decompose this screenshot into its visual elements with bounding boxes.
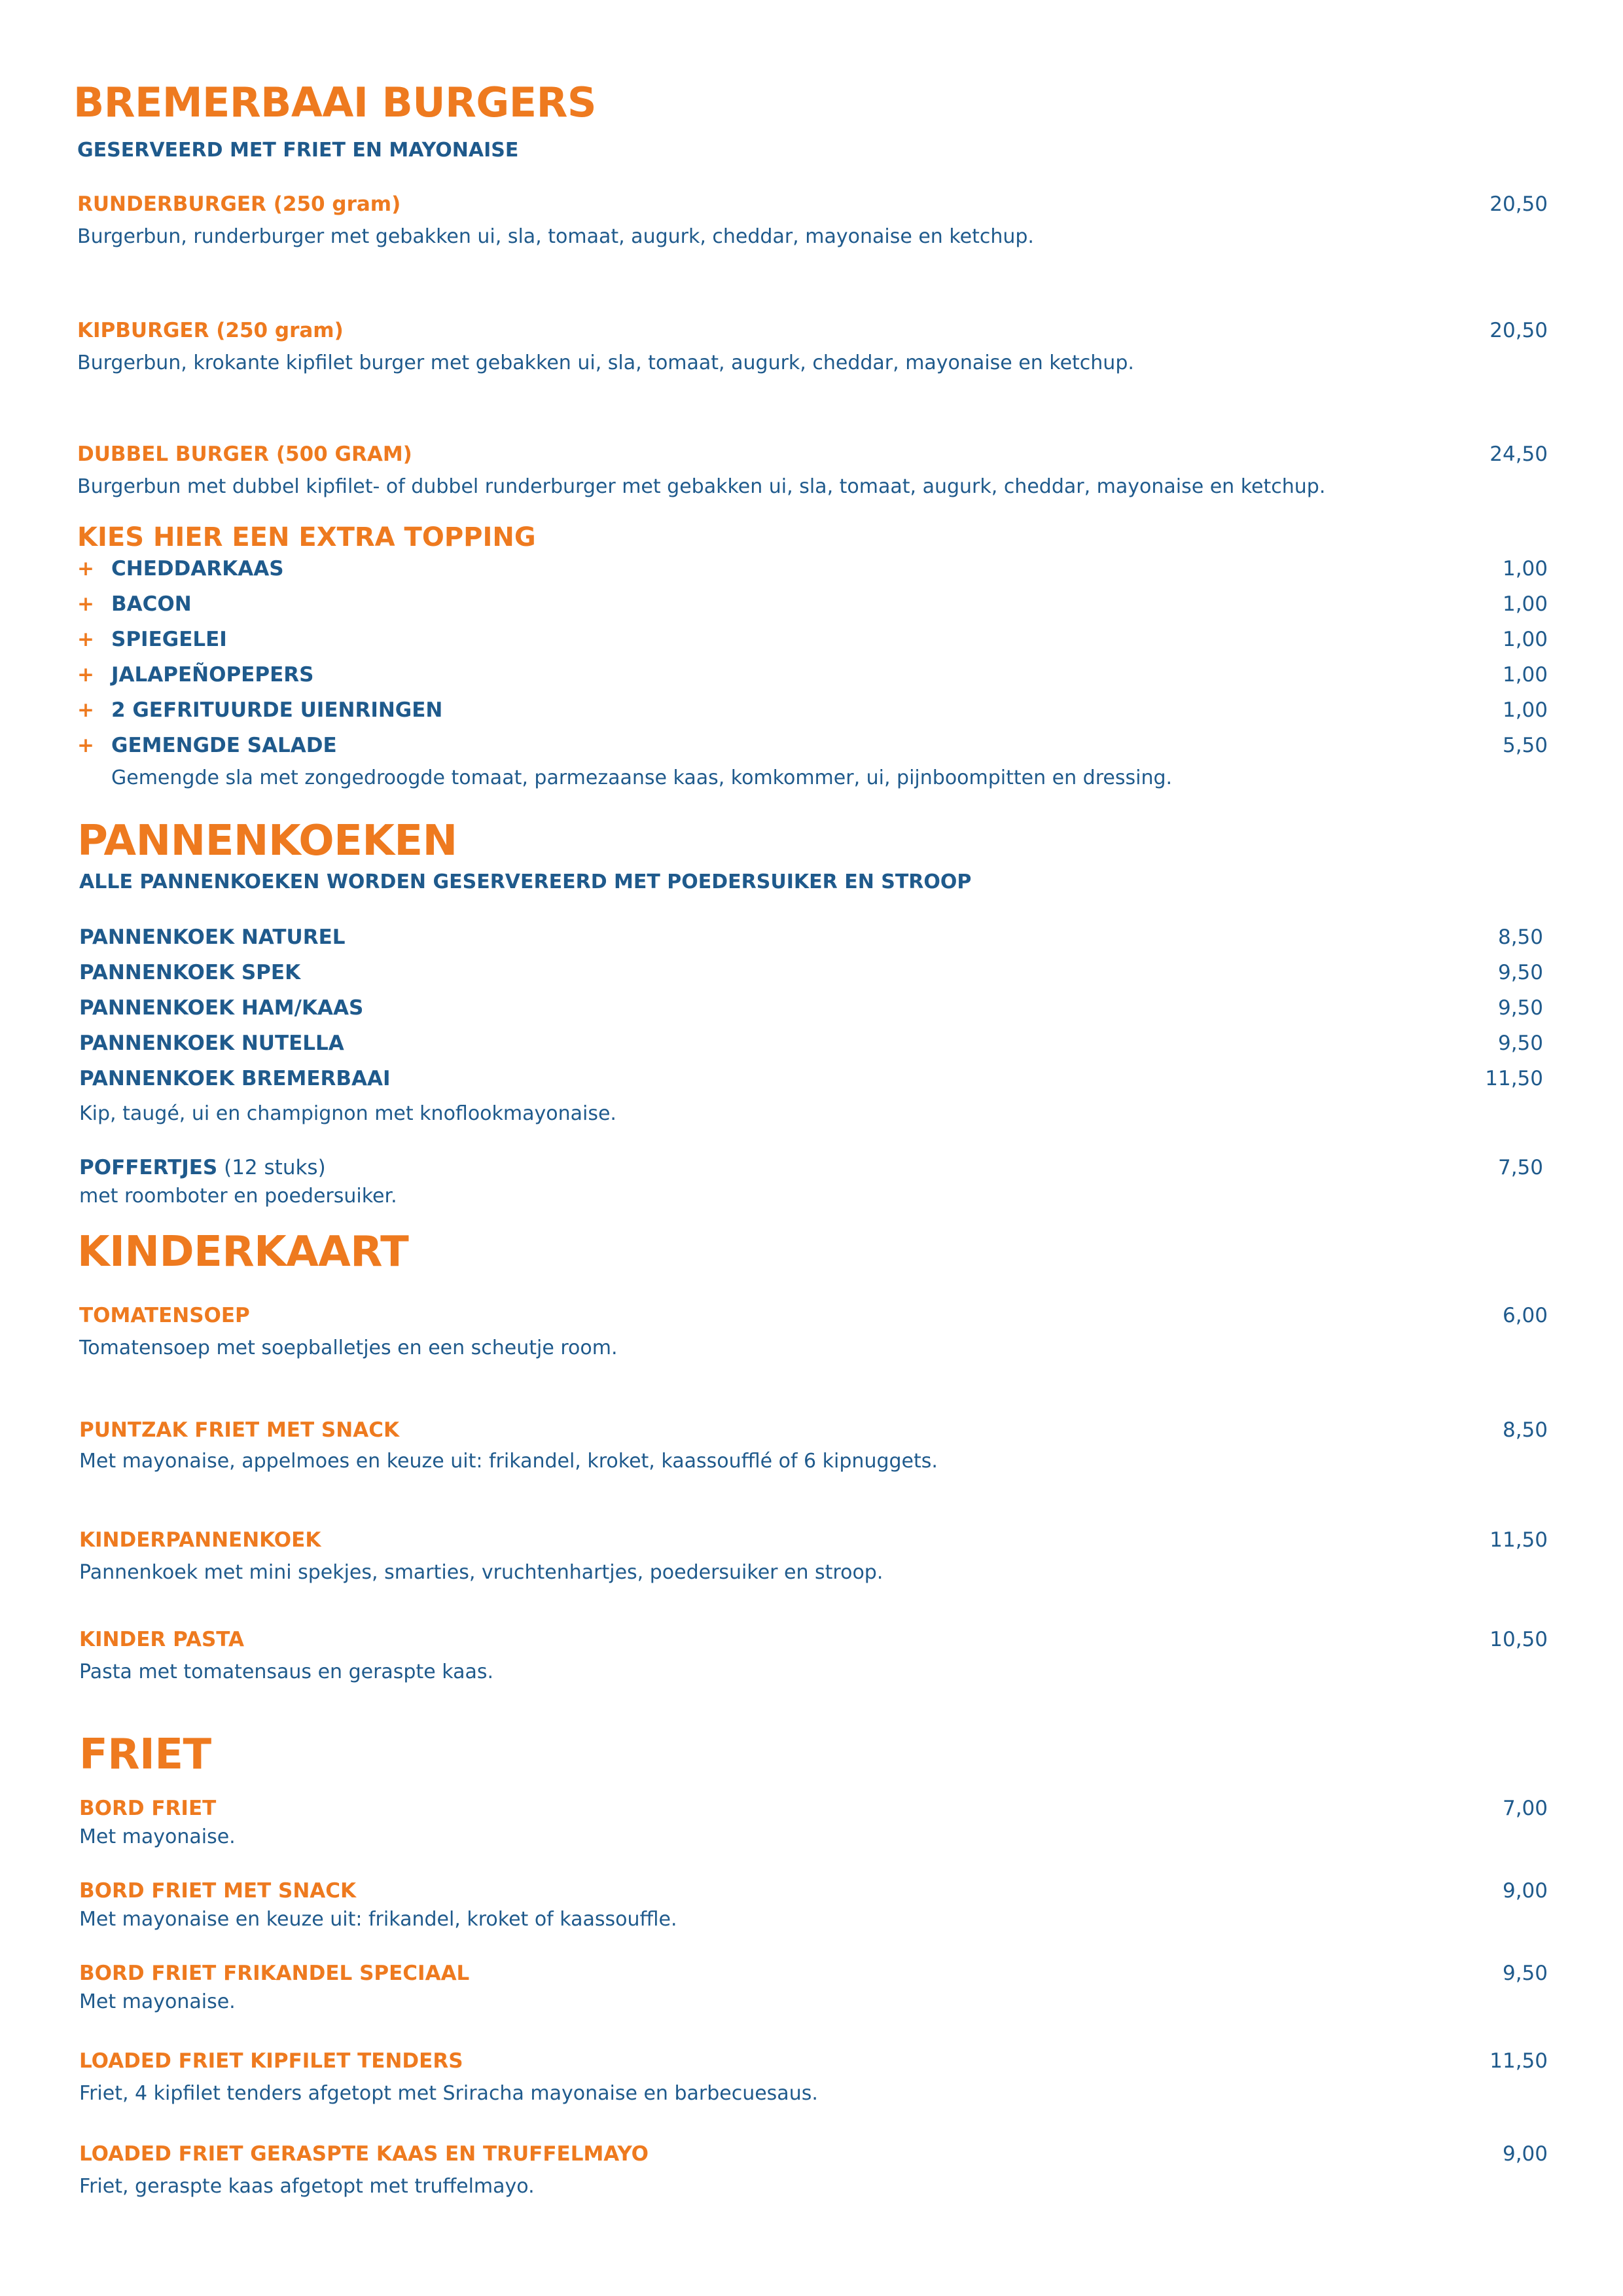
menu-item-quantity: (12 stuks) <box>217 1156 326 1179</box>
menu-item-price: 11,50 <box>1485 1067 1543 1090</box>
menu-item-description: Met mayonaise en keuze uit: frikandel, kroket of kaassouffle. <box>79 1908 677 1931</box>
menu-item-description: Met mayonaise. <box>79 1990 236 2013</box>
menu-item-price: 20,50 <box>1489 192 1548 216</box>
menu-item-name: PANNENKOEK BREMERBAAI <box>79 1067 391 1090</box>
plus-icon: + <box>77 663 94 687</box>
menu-item-price: 9,00 <box>1502 2142 1548 2166</box>
plus-icon: + <box>77 557 94 581</box>
plus-icon: + <box>77 628 94 651</box>
plus-icon: + <box>77 592 94 616</box>
menu-item-price: 20,50 <box>1489 319 1548 342</box>
menu-item-name: KIPBURGER (250 gram) <box>77 319 344 342</box>
menu-item-name: POFFERTJES <box>79 1156 218 1179</box>
menu-item-description: Burgerbun, krokante kipfilet burger met gebakken ui, sla, tomaat, augurk, cheddar, mayonaise en ketchup. <box>77 351 1134 374</box>
menu-item-name: BORD FRIET MET SNACK <box>79 1879 357 1903</box>
section-title-pannenkoeken: PANNENKOEKEN <box>77 817 457 865</box>
menu-item-name: KINDER PASTA <box>79 1628 244 1651</box>
menu-item-description: Pannenkoek met mini spekjes, smarties, vruchtenhartjes, poedersuiker en stroop. <box>79 1561 883 1584</box>
menu-item-name: BORD FRIET <box>79 1797 217 1820</box>
topping-name: 2 GEFRITUURDE UIENRINGEN <box>111 698 443 722</box>
menu-item-description: Tomatensoep met soepballetjes en een scheutje room. <box>79 1336 618 1359</box>
plus-icon: + <box>77 734 94 757</box>
menu-item-name: RUNDERBURGER (250 gram) <box>77 192 401 216</box>
menu-item-price: 11,50 <box>1489 1528 1548 1552</box>
menu-item-price: 6,00 <box>1502 1304 1548 1327</box>
topping-description: Gemengde sla met zongedroogde tomaat, parmezaanse kaas, komkommer, ui, pijnboompitten en dressing. <box>111 766 1173 789</box>
section-title-kinderkaart: KINDERKAART <box>77 1228 409 1276</box>
section-title-friet: FRIET <box>79 1731 211 1779</box>
menu-item-price: 7,00 <box>1502 1797 1548 1820</box>
menu-item-name: PANNENKOEK NUTELLA <box>79 1031 344 1055</box>
menu-item-price: 9,50 <box>1497 996 1543 1020</box>
menu-item-price: 9,50 <box>1497 1031 1543 1055</box>
menu-item-description: Burgerbun, runderburger met gebakken ui, sla, tomaat, augurk, cheddar, mayonaise en ketchup. <box>77 225 1034 248</box>
topping-name: GEMENGDE SALADE <box>111 734 337 757</box>
topping-price: 5,50 <box>1502 734 1548 757</box>
menu-item-description: Kip, taugé, ui en champignon met knoflookmayonaise. <box>79 1102 616 1125</box>
menu-item-price: 9,50 <box>1502 1962 1548 1985</box>
menu-item-description: Burgerbun met dubbel kipfilet- of dubbel runderburger met gebakken ui, sla, tomaat, augurk, cheddar, mayonaise en ketchup. <box>77 475 1326 498</box>
topping-name: CHEDDARKAAS <box>111 557 284 581</box>
menu-item-description: met roomboter en poedersuiker. <box>79 1185 397 1208</box>
topping-price: 1,00 <box>1502 698 1548 722</box>
plus-icon: + <box>77 698 94 722</box>
menu-item-name: BORD FRIET FRIKANDEL SPECIAAL <box>79 1962 470 1985</box>
menu-item-name: KINDERPANNENKOEK <box>79 1528 321 1552</box>
topping-name: BACON <box>111 592 192 616</box>
menu-item-description: Met mayonaise, appelmoes en keuze uit: frikandel, kroket, kaassoufflé of 6 kipnuggets. <box>79 1450 938 1473</box>
menu-item-price: 8,50 <box>1502 1418 1548 1442</box>
menu-item-name: LOADED FRIET KIPFILET TENDERS <box>79 2049 463 2073</box>
menu-item-description: Met mayonaise. <box>79 1825 236 1848</box>
menu-item-price: 7,50 <box>1497 1156 1543 1179</box>
menu-item-name: DUBBEL BURGER (500 GRAM) <box>77 442 412 466</box>
section-title-toppings: KIES HIER EEN EXTRA TOPPING <box>77 522 536 552</box>
topping-price: 1,00 <box>1502 592 1548 616</box>
menu-item-price: 10,50 <box>1489 1628 1548 1651</box>
topping-name: JALAPEÑOPEPERS <box>111 663 314 687</box>
menu-item-description: Pasta met tomatensaus en geraspte kaas. <box>79 1660 494 1683</box>
menu-item-price: 9,00 <box>1502 1879 1548 1903</box>
menu-item-name: LOADED FRIET GERASPTE KAAS EN TRUFFELMAYO <box>79 2142 649 2166</box>
topping-name: SPIEGELEI <box>111 628 227 651</box>
menu-item-name: PANNENKOEK SPEK <box>79 961 301 984</box>
menu-item-price: 9,50 <box>1497 961 1543 984</box>
section-subtitle-pannenkoeken: ALLE PANNENKOEKEN WORDEN GESERVEREERD MET POEDERSUIKER EN STROOP <box>79 870 972 893</box>
poffertjes-line <box>79 1156 326 1179</box>
section-subtitle-burgers: GESERVEERD MET FRIET EN MAYONAISE <box>77 139 519 162</box>
topping-price: 1,00 <box>1502 557 1548 581</box>
menu-item-name: PUNTZAK FRIET MET SNACK <box>79 1418 399 1442</box>
menu-item-price: 8,50 <box>1497 925 1543 949</box>
menu-item-name: TOMATENSOEP <box>79 1304 250 1327</box>
menu-item-price: 11,50 <box>1489 2049 1548 2073</box>
menu-item-name: PANNENKOEK NATUREL <box>79 925 346 949</box>
menu-item-description: Friet, 4 kipfilet tenders afgetopt met Sriracha mayonaise en barbecuesaus. <box>79 2082 818 2105</box>
topping-price: 1,00 <box>1502 663 1548 687</box>
menu-item-price: 24,50 <box>1489 442 1548 466</box>
menu-item-description: Friet, geraspte kaas afgetopt met truffelmayo. <box>79 2175 535 2198</box>
menu-item-name: PANNENKOEK HAM/KAAS <box>79 996 364 1020</box>
section-title-burgers: BREMERBAAI BURGERS <box>73 79 596 126</box>
topping-price: 1,00 <box>1502 628 1548 651</box>
